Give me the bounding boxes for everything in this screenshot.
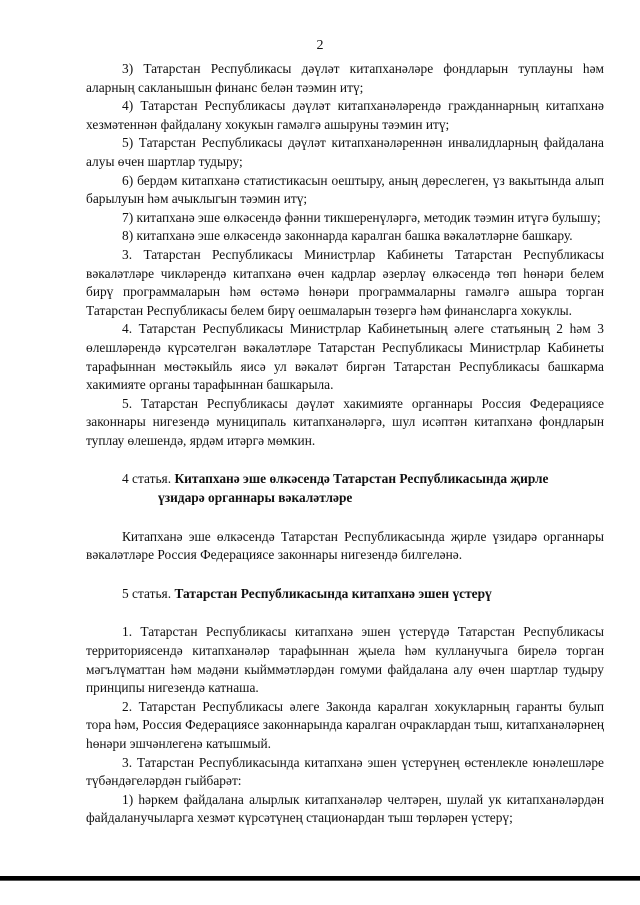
article-5-paragraph-1: 1. Татарстан Республикасы китапханә эшен үстерүдә Татарстан Республикасы территориясендә китапханәләр тарафыннан җыела һәм кулланучыга бирелә торган мәгълүматтан һәм мәдәни кыйммәтләрдән гомуми файдалана алу өчен шартлар тудыру принципы нигезендә катнаша. — [86, 624, 604, 696]
paragraph-top-5: 7) китапханә эше өлкәсендә фәнни тикшеренүләргә, методик тәэмин итүгә булышу; — [122, 209, 601, 225]
paragraph-top-3: 5) Татарстан Республикасы дәүләт китапханәләреннән инвалидларның файдалана алуы өчен шартлар тудыру; — [86, 135, 604, 169]
article-5-heading — [86, 585, 604, 604]
paragraph-top-7: 3. Татарстан Республикасы Министрлар Кабинеты Татарстан Республикасы вәкаләтләре чикләрендә китапханә өчен кадрлар әзерләү өлкәсендә төп һөнәри белем бирү программаларын һәм өстәмә һөнәри программаларны гамәлгә ашыра торган Татарстан Республикасы белем бирү оешмаларын төзергә һәм финансларга хокуклы. — [86, 246, 604, 318]
document-body — [86, 60, 604, 828]
article-4-number: 4 статья. — [122, 471, 172, 487]
article-4-title-line-2: үзидарә органнары вәкаләтләре — [158, 490, 353, 506]
paragraph-top-8: 4. Татарстан Республикасы Министрлар Кабинетының әлеге статьяның 2 һәм 3 өлешләрендә күрсәтелгән вәкаләтләре Татарстан Республикасы Министрлар Кабинеты тарафыннан мөстәкыйль яисә ул вәкаләт биргән Татарстан Республикасы башкарма хакимияте органы тарафыннан башкарыла. — [86, 321, 604, 393]
paragraph-top-9: 5. Татарстан Республикасы дәүләт хакимияте органнары Россия Федерациясе законнары нигезендә муниципаль китапханәләргә, шул исәптән китапханә фондларын туплау өлешендә, ярдәм итәргә мөмкин. — [86, 395, 604, 448]
article-5-paragraph-4: 1) һәркем файдалана алырлык китапханәләр челтәрен, шулай ук китапханәләрдән файдаланучыларга хезмәт күрсәтүнең стационардан тыш төрләрен үстерү; — [86, 791, 604, 826]
article-5-paragraph-2: 2. Татарстан Республикасы әлеге Законда каралган хокукларның гаранты булып тора һәм, Россия Федерациясе законнарында каралган очраклардан тыш, китапханәләрнең һөнәри эшчәнлегенә катышмый. — [86, 698, 604, 751]
page-number: 2 — [316, 38, 324, 53]
article-4-heading — [86, 470, 604, 489]
scan-edge-line-shadow — [0, 880, 640, 881]
article-5-title: Татарстан Республикасында китапханә эшен үстерү — [174, 585, 492, 601]
paragraph-top-4: 6) бердәм китапханә статистикасын оештыру, аның дөреслеген, үз вакытында алып барылуын һәм ачыклыгын тәэмин итү; — [86, 172, 604, 207]
article-5-paragraph-3: 3. Татарстан Республикасында китапханә эшен үстерүнең өстенлекле юнәлешләре түбәндәгеләрдән гыйбарәт: — [86, 754, 604, 789]
article-4-title-line-2-wrap — [86, 489, 604, 508]
paragraph-top-2: 4) Татарстан Республикасы дәүләт китапханәләрендә гражданнарның китапханә хезмәтеннән файдалану хокукын гамәлгә ашыруны тәэмин итү; — [86, 98, 604, 132]
article-4-body: Китапханә эше өлкәсендә Татарстан Республикасында җирле үзидарә органнары вәкаләтләре Россия Федерациясе законнары нигезендә билгеләнә. — [86, 528, 604, 563]
paragraph-top-1: 3) Татарстан Республикасы дәүләт китапханәләре фондларын туплауны һәм аларның сакланышын финанс белән тәэмин итү; — [86, 61, 604, 95]
article-5-number: 5 статья. — [122, 585, 172, 601]
paragraph-top-6: 8) китапханә эше өлкәсендә законнарда каралган башка вәкаләтләрне башкару. — [122, 228, 573, 244]
article-4-title-line-1: Китапханә эше өлкәсендә Татарстан Республикасында җирле — [174, 471, 549, 487]
